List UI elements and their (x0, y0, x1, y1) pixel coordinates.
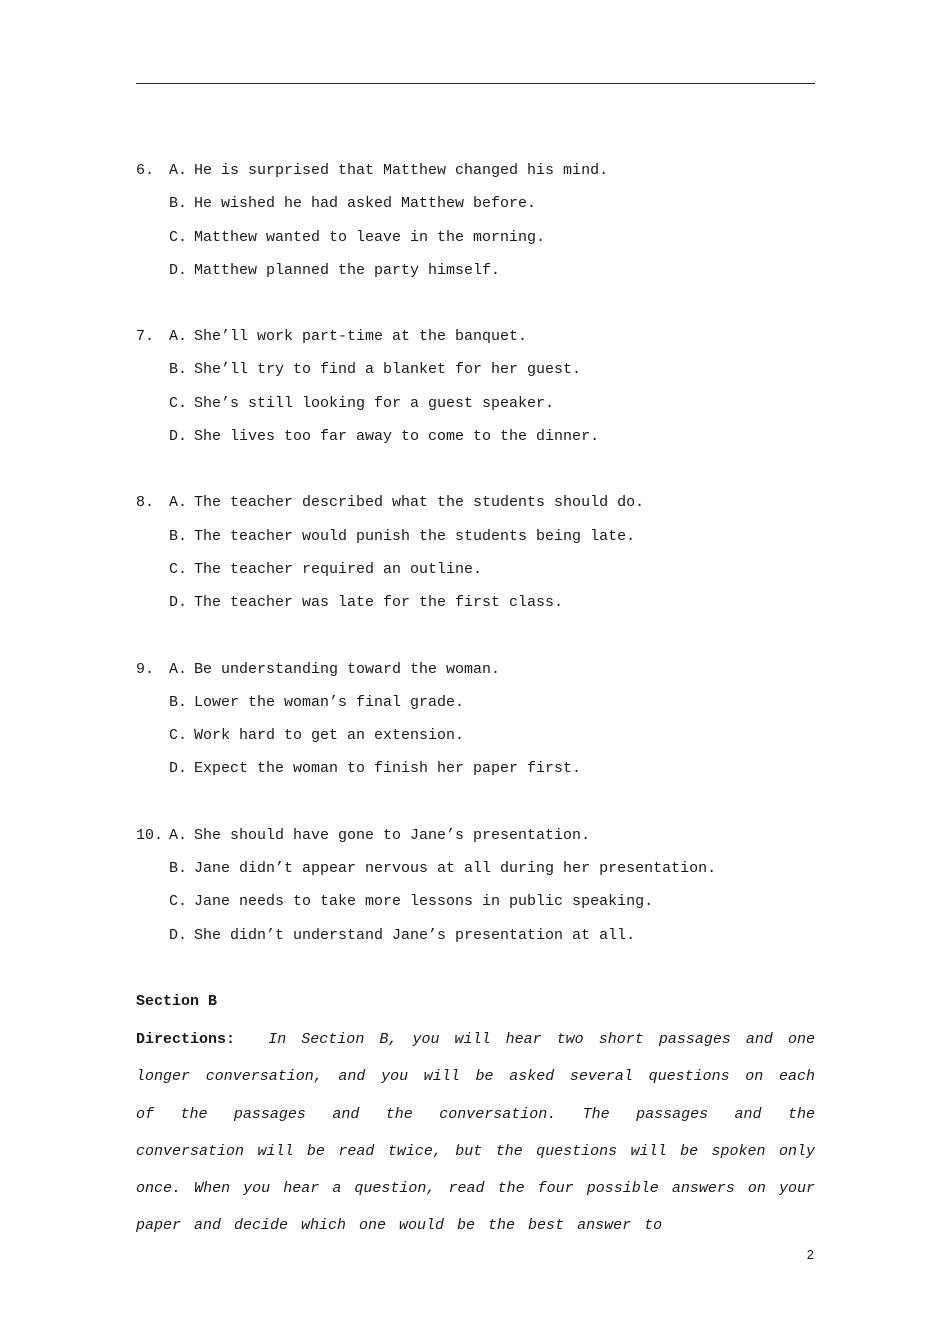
option-row (136, 254, 815, 287)
question-number: 7. (136, 328, 155, 346)
option-row (136, 752, 815, 785)
option-row (136, 885, 815, 918)
option-row (136, 187, 815, 220)
option-text: Jane didn’t appear nervous at all during her presentation. (194, 860, 717, 878)
option-letter: C. (169, 228, 188, 246)
option-letter: B. (169, 860, 188, 878)
option-letter: B. (169, 361, 188, 379)
header-rule (136, 83, 815, 84)
option-letter: A. (169, 162, 188, 179)
option-letter: D. (169, 428, 188, 446)
option-letter: D. (169, 926, 188, 944)
option-text: Lower the woman’s final grade. (194, 693, 465, 711)
question-7 (136, 320, 815, 453)
option-row (136, 653, 815, 686)
option-text: Expect the woman to finish her paper first. (194, 760, 582, 778)
option-letter: A. (169, 826, 188, 844)
option-row (136, 353, 815, 386)
option-text: She lives too far away to come to the dinner. (194, 428, 600, 446)
option-letter: A. (169, 328, 188, 346)
option-row (136, 819, 815, 852)
option-letter: A. (169, 660, 188, 678)
option-row (136, 486, 815, 519)
option-letter: A. (169, 494, 188, 512)
option-text: Be understanding toward the woman. (194, 660, 501, 678)
option-row (136, 719, 815, 752)
option-row (136, 387, 815, 420)
option-row (136, 320, 815, 353)
option-letter: D. (169, 261, 188, 279)
directions-paragraph (136, 1021, 815, 1245)
option-row (136, 221, 815, 254)
option-row (136, 420, 815, 453)
option-text: She didn’t understand Jane’s presentation at all. (194, 926, 636, 944)
option-letter: B. (169, 195, 188, 213)
option-letter: C. (169, 394, 188, 412)
option-row (136, 154, 815, 187)
option-text: He is surprised that Matthew changed his mind. (194, 162, 609, 179)
option-text: She should have gone to Jane’s presentation. (194, 826, 591, 844)
option-letter: D. (169, 760, 188, 778)
section-title: Section B (136, 993, 218, 1010)
option-letter: D. (169, 594, 188, 612)
option-text: Matthew planned the party himself. (194, 261, 501, 279)
option-letter: C. (169, 727, 188, 745)
option-text: Work hard to get an extension. (194, 727, 465, 745)
question-number: 10. (136, 826, 164, 844)
section-b (136, 987, 815, 1245)
option-text: She’ll work part-time at the banquet. (194, 328, 528, 346)
option-row (136, 520, 815, 553)
option-row (136, 553, 815, 586)
option-text: The teacher required an outline. (194, 560, 483, 578)
option-text: She’ll try to find a blanket for her guest. (194, 361, 582, 379)
option-text: Jane needs to take more lessons in public speaking. (194, 893, 654, 911)
option-letter: B. (169, 527, 188, 545)
question-10 (136, 819, 815, 952)
option-row (136, 919, 815, 952)
question-number: 9. (136, 660, 155, 678)
option-text: The teacher would punish the students being late. (194, 527, 636, 545)
option-text: The teacher described what the students should do. (194, 494, 645, 512)
option-row (136, 586, 815, 619)
question-8 (136, 486, 815, 619)
question-9 (136, 653, 815, 786)
option-row (136, 852, 815, 885)
option-text: He wished he had asked Matthew before. (194, 195, 537, 213)
option-letter: C. (169, 893, 188, 911)
directions-text: In Section B, you will hear two short passages and one longer conversation, and you will be asked several questions on each of the passages and the conversation. The passages and the conversation will be read twice, but the questions will be spoken only once. When you hear a question, read the four possible answers on your paper and decide which one would be the best answer to (136, 1031, 815, 1235)
questions-list (136, 154, 815, 985)
option-row (136, 686, 815, 719)
directions-label: Directions: (136, 1031, 236, 1048)
option-letter: C. (169, 560, 188, 578)
question-number: 8. (136, 494, 155, 512)
option-text: She’s still looking for a guest speaker. (194, 394, 555, 412)
page-number: 2 (806, 1247, 814, 1262)
question-6 (136, 154, 815, 287)
question-number: 6. (136, 162, 155, 179)
option-text: Matthew wanted to leave in the morning. (194, 228, 546, 246)
option-letter: B. (169, 693, 188, 711)
option-text: The teacher was late for the first class. (194, 594, 564, 612)
